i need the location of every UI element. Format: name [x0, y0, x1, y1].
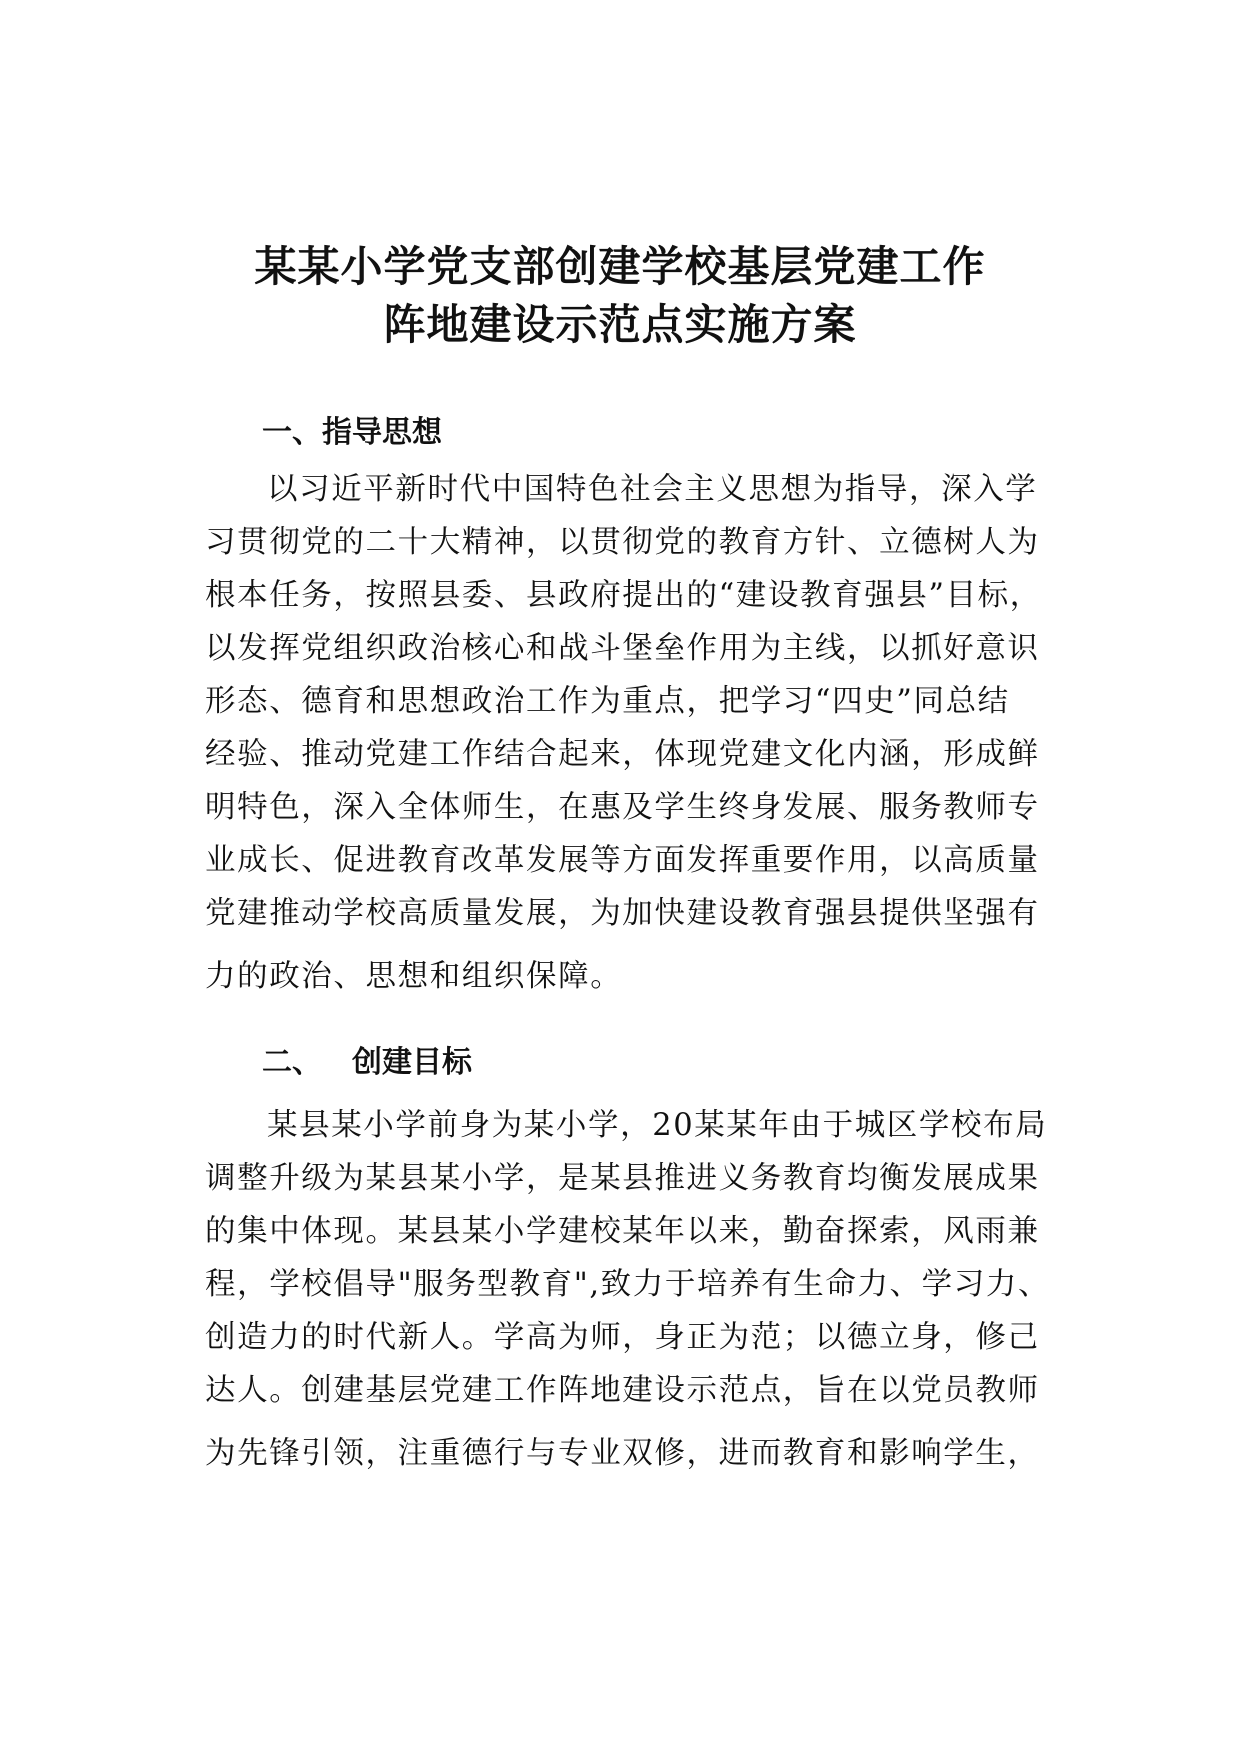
paragraph-line: 创造力的时代新人。学高为师，身正为范；以德立身，修己: [205, 1320, 1040, 1355]
section-title: 指导思想: [322, 415, 442, 450]
paragraph-line: 调整升级为某县某小学，是某县推进义务教育均衡发展成果: [205, 1161, 1040, 1196]
paragraph-line: 达人。创建基层党建工作阵地建设示范点，旨在以党员教师: [205, 1373, 1040, 1408]
section-heading-creation-goals: [262, 1043, 472, 1083]
paragraph-line: 习贯彻党的二十大精神，以贯彻党的教育方针、立德树人为: [205, 525, 1040, 560]
paragraph-line: 程，学校倡导"服务型教育",致力于培养有生命力、学习力、: [205, 1267, 1051, 1302]
paragraph-line: 为先锋引领，注重德行与专业双修，进而教育和影响学生，: [205, 1436, 1040, 1471]
section-heading-guiding-ideology: [262, 413, 442, 453]
title-line-1: 某某小学党支部创建学校基层党建工作: [254, 242, 986, 291]
paragraph-line: 根本任务，按照县委、县政府提出的“建设教育强县”目标，: [205, 578, 1042, 613]
paragraph-line: 以习近平新时代中国特色社会主义思想为指导，深入学: [267, 472, 1038, 507]
section-title: 创建目标: [352, 1045, 472, 1080]
paragraph-line: 明特色，深入全体师生，在惠及学生终身发展、服务教师专: [205, 790, 1040, 825]
paragraph-line: 力的政治、思想和组织保障。: [205, 959, 623, 994]
paragraph-guiding-ideology: [205, 463, 1075, 1003]
document-title: [0, 238, 1240, 354]
paragraph-line: 的集中体现。某县某小学建校某年以来，勤奋探索，风雨兼: [205, 1214, 1040, 1249]
paragraph-line: 经验、推动党建工作结合起来，体现党建文化内涵，形成鲜: [205, 737, 1040, 772]
section-number: 一、: [262, 415, 322, 450]
paragraph-creation-goals: [205, 1099, 1075, 1480]
section-number: 二、: [262, 1045, 322, 1080]
paragraph-line: 形态、德育和思想政治工作为重点，把学习“四史”同总结: [205, 684, 1010, 719]
paragraph-line: 某县某小学前身为某小学，20某某年由于城区学校布局: [267, 1108, 1048, 1143]
paragraph-line: 以发挥党组织政治核心和战斗堡垒作用为主线，以抓好意识: [205, 631, 1040, 666]
paragraph-line: 党建推动学校高质量发展，为加快建设教育强县提供坚强有: [205, 896, 1040, 931]
title-line-2: 阵地建设示范点实施方案: [383, 300, 857, 349]
paragraph-line: 业成长、促进教育改革发展等方面发挥重要作用，以高质量: [205, 843, 1040, 878]
